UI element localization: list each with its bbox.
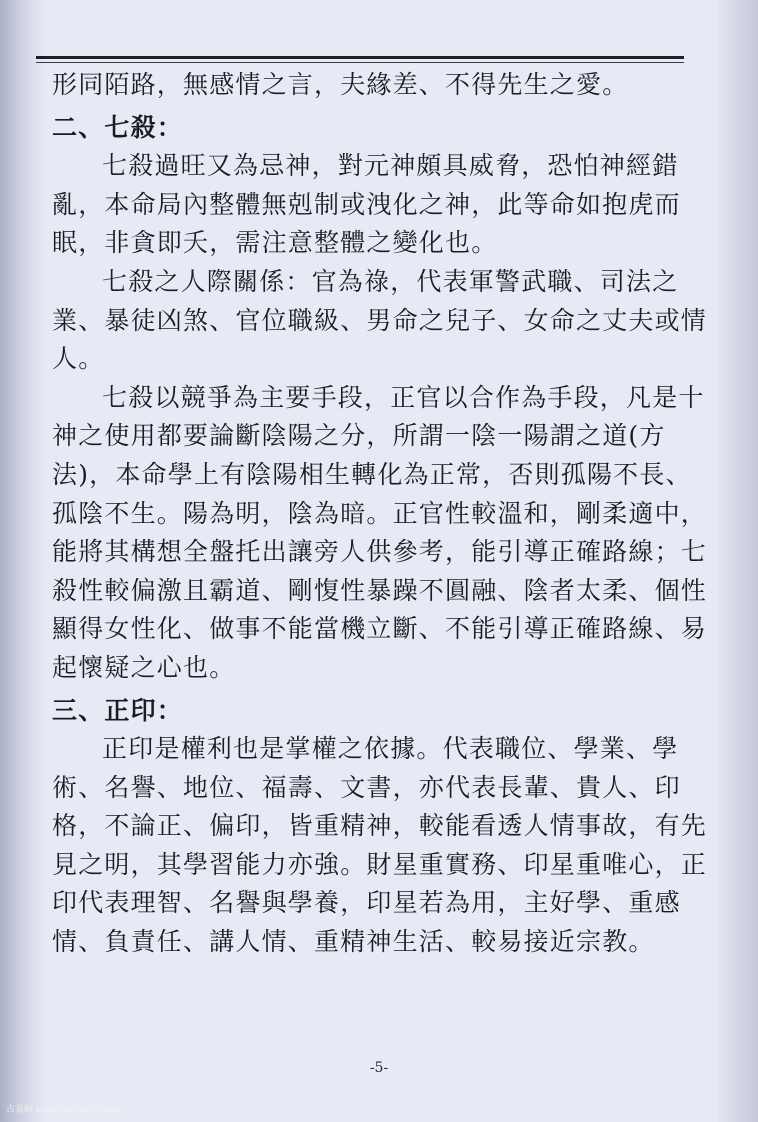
paragraph: 正印是權利也是掌權之依據。代表職位、學業、學術、名譽、地位、福壽、文書，亦代表長輩、貴人、印格，不論正、偏印，皆重精神，較能看透人情事故，有先見之明，其學習能力亦強。財星重實務、印星重唯心，正印代表理智、名譽與學養，印星若為用，主好學、重感情、負責任、講人情、重精神生活、較易接近宗教。 <box>52 734 708 957</box>
body-text <box>52 66 714 962</box>
section-heading-zhengyin: 三、正印： <box>52 695 184 725</box>
page-edge-shadow <box>718 0 758 1122</box>
paragraph: 七殺之人際關係：官為祿，代表軍警武職、司法之業、暴徒凶煞、官位職級、男命之兒子、女命之丈夫或情人。 <box>52 266 708 374</box>
watermark: 古易網 www.fozhu920.com <box>6 1105 125 1115</box>
header-rule-thin <box>36 62 684 63</box>
page-number: -5- <box>369 1060 389 1076</box>
continuation-line: 形同陌路，無感情之言，夫緣差、不得先生之愛。 <box>52 70 629 99</box>
paragraph: 七殺過旺又為忌神，對元神頗具威脅，恐怕神經錯亂，本命局內整體無剋制或洩化之神，此等命如抱虎而眠，非貪即夭，需注意整體之變化也。 <box>52 151 681 258</box>
section-heading-qisha: 二、七殺： <box>52 112 184 142</box>
paragraph: 七殺以競爭為主要手段，正官以合作為手段，凡是十神之使用都要論斷陰陽之分，所謂一陰一陽謂之道(方法)，本命學上有陰陽相生轉化為正常，否則孤陽不長、孤陰不生。陽為明，陰為暗。正官性較溫和，剛柔適中，能將其構想全盤托出讓旁人供參考，能引導正確路線；七殺性較偏激且霸道、剛愎性暴躁不圓融、陰者太柔、個性顯得女性化、做事不能當機立斷、不能引導正確路線、易起懷疑之心也。 <box>52 382 708 682</box>
header-rule <box>36 56 684 59</box>
spine-shadow <box>0 0 46 1122</box>
